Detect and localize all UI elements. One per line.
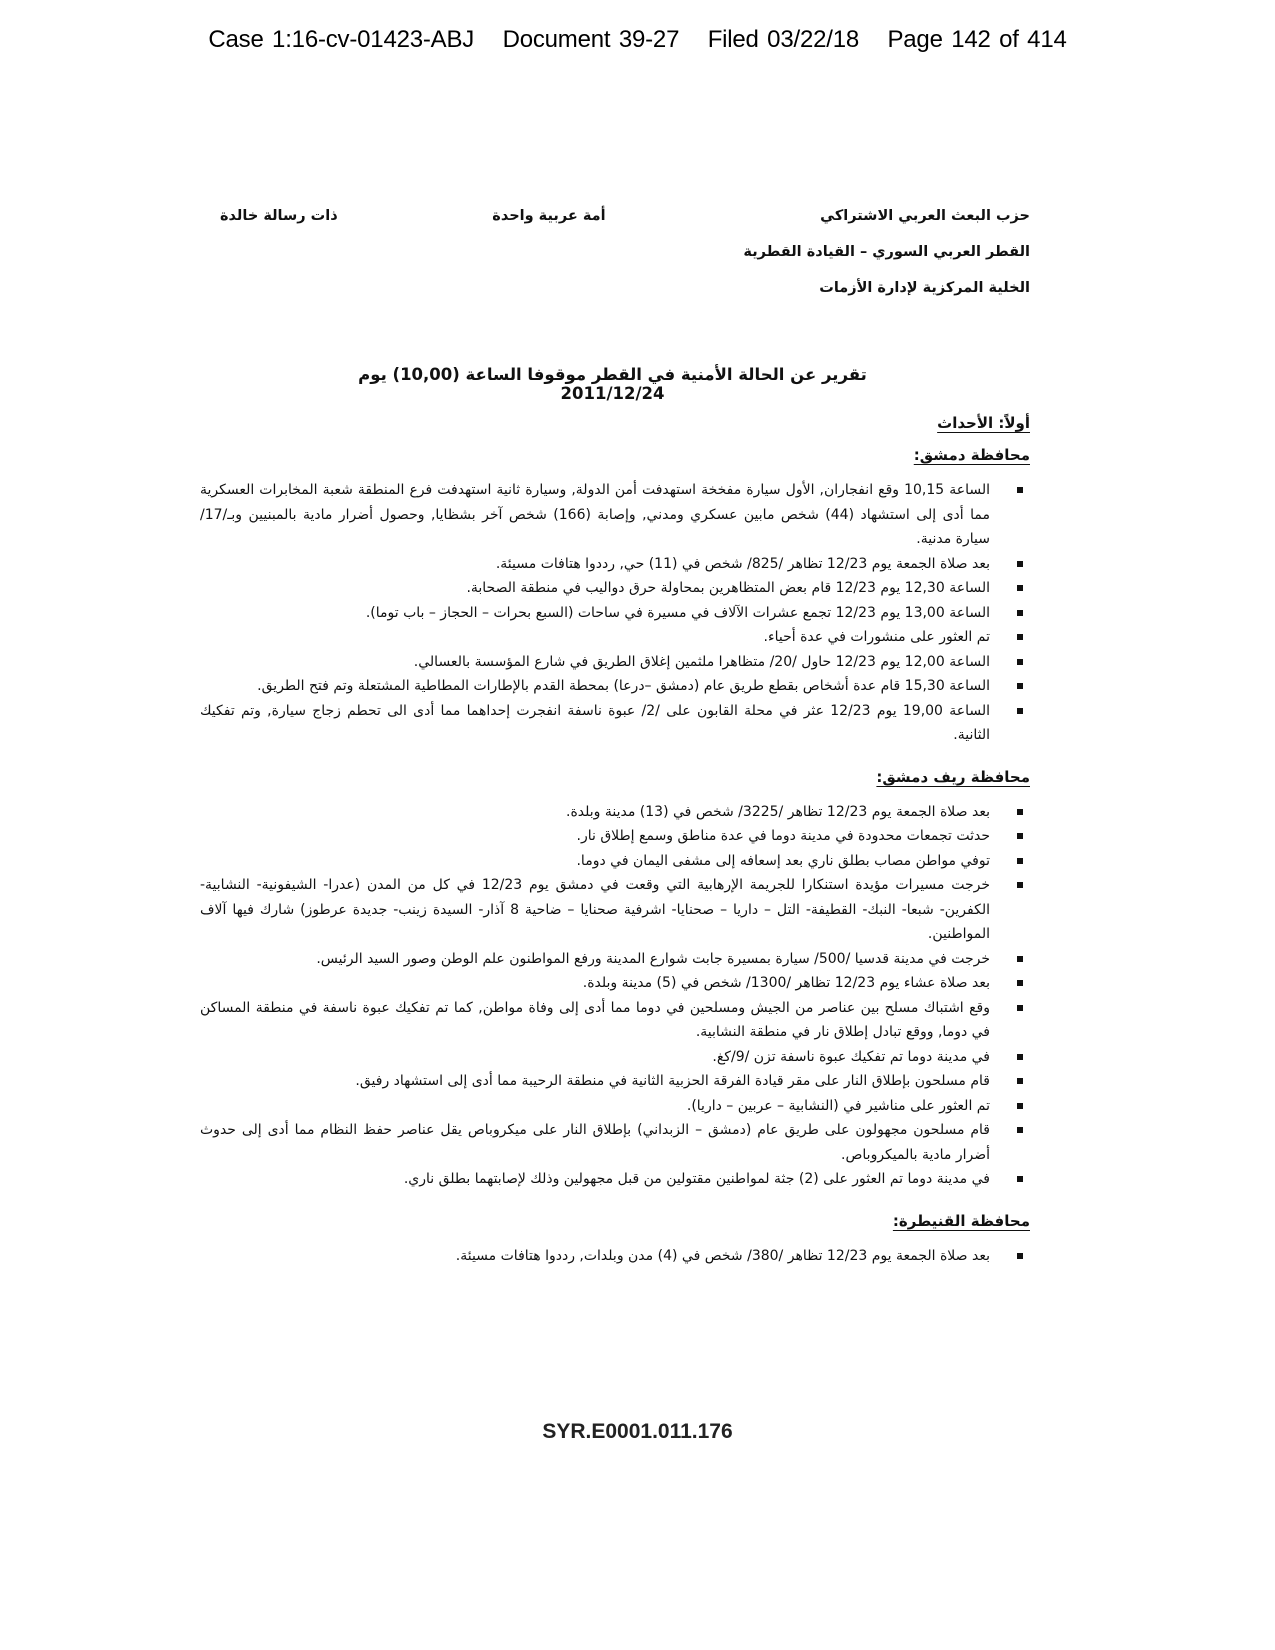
letterhead <box>200 208 1030 296</box>
section-heading: محافظة ريف دمشق: <box>876 767 1030 786</box>
event-item: الساعة 12,30 يوم 12/23 قام بعض المتظاهرين بمحاولة حرق دواليب في منطقة الصحابة. <box>200 576 990 601</box>
event-list <box>200 1244 1030 1269</box>
crisis-cell: الخلية المركزية لإدارة الأزمات <box>819 280 1030 296</box>
section-heading: محافظة القنيطرة: <box>892 1211 1030 1230</box>
event-item: بعد صلاة الجمعة يوم 12/23 تظاهر /3225/ شخص في (13) مدينة وبلدة. <box>200 800 990 825</box>
event-item: في مدينة دوما تم العثور على (2) جثة لمواطنين مقتولين من قبل مجهولين وذلك لإصابتهما بطلق ناري. <box>200 1167 990 1192</box>
report-body <box>200 414 1030 1288</box>
event-item: في مدينة دوما تم تفكيك عبوة ناسفة تزن /9/كغ. <box>200 1045 990 1070</box>
event-list <box>200 800 1030 1192</box>
event-item: بعد صلاة الجمعة يوم 12/23 تظاهر /380/ شخص في (4) مدن وبلدات, رددوا هتافات مسيئة. <box>200 1244 990 1269</box>
event-item: خرجت في مدينة قدسيا /500/ سيارة بمسيرة جابت شوارع المدينة ورفع المواطنون علم الوطن وصور السيد الرئيس. <box>200 947 990 972</box>
letterhead-top-row <box>200 208 1030 224</box>
bates-number: SYR.E0001.011.176 <box>542 1420 733 1443</box>
section-rif-damascus <box>200 768 1030 1192</box>
event-item: الساعة 10,15 وقع انفجاران, الأول سيارة مفخخة استهدفت أمن الدولة, وسيارة ثانية استهدفت فرع المنطقة شعبة المخابرات العسكرية مما أدى إلى استشهاد (44) شخص مابين عسكري ومدني, وإصابة (166) شخص آخر بشظايا, وحصول أضرار مادية بالمبنيين وبـ/17/ سيارة مدنية. <box>200 478 990 552</box>
section-damascus <box>200 446 1030 748</box>
section-quneitra <box>200 1212 1030 1269</box>
party-name: حزب البعث العربي الاشتراكي <box>820 208 1030 224</box>
events-heading: أولاً: الأحداث <box>937 414 1030 432</box>
event-item: قام مسلحون مجهولون على طريق عام (دمشق – الزبداني) بإطلاق النار على ميكروباص يقل عناصر حفظ النظام مما أدى إلى حدوث أضرار مادية بالميكروباص. <box>200 1118 990 1167</box>
slogan-1: أمة عربية واحدة <box>492 208 606 224</box>
case-header <box>0 26 1275 54</box>
event-list <box>200 478 1030 748</box>
event-item: بعد صلاة الجمعة يوم 12/23 تظاهر /825/ شخص في (11) حي, رددوا هتافات مسيئة. <box>200 552 990 577</box>
event-item: الساعة 13,00 يوم 12/23 تجمع عشرات الآلاف في مسيرة في ساحات (السبع بحرات – الحجاز – باب توما). <box>200 601 990 626</box>
filed-date: Filed 03/22/18 <box>707 26 859 53</box>
event-item: الساعة 19,00 يوم 12/23 عثر في محلة القابون على /2/ عبوة ناسفة انفجرت إحداهما مما أدى الى تحطم زجاج سيارة, وتم تفكيك الثانية. <box>200 699 990 748</box>
region-command: القطر العربي السوري – القيادة القطرية <box>743 244 1030 260</box>
event-item: قام مسلحون بإطلاق النار على مقر قيادة الفرقة الحزبية الثانية في منطقة الرحيبة مما أدى إلى استشهاد رفيق. <box>200 1069 990 1094</box>
document-number: Document 39-27 <box>502 26 680 53</box>
case-number: Case 1:16-cv-01423-ABJ <box>208 26 475 53</box>
event-item: حدثت تجمعات محدودة في مدينة دوما في عدة مناطق وسمع إطلاق نار. <box>200 824 990 849</box>
report-title: تقرير عن الحالة الأمنية في القطر موقوفا الساعة (10,00) يوم 2011/12/24 <box>358 365 867 403</box>
event-item: تم العثور على مناشير في (النشابية – عربين – داريا). <box>200 1094 990 1119</box>
page-number: Page 142 of 414 <box>887 26 1067 53</box>
event-item: خرجت مسيرات مؤيدة استنكارا للجريمة الإرهابية التي وقعت في دمشق يوم 12/23 في كل من المدن (عدرا- الشيفونية- النشابية- الكفرين- شبعا- النبك- القطيفة- التل – داريا – صحنايا- اشرفية صحنايا – ضاحية 8 آذار- السيدة زينب- جديدة عرطوز) شارك فيها آلاف المواطنين. <box>200 873 990 947</box>
event-item: توفي مواطن مصاب بطلق ناري بعد إسعافه إلى مشفى اليمان في دوما. <box>200 849 990 874</box>
event-item: تم العثور على منشورات في عدة أحياء. <box>200 625 990 650</box>
section-heading: محافظة دمشق: <box>913 446 1030 464</box>
event-item: الساعة 15,30 قام عدة أشخاص بقطع طريق عام (دمشق –درعا) بمحطة القدم بالإطارات المطاطية المشتعلة وتم فتح الطريق. <box>200 674 990 699</box>
event-item: بعد صلاة عشاء يوم 12/23 تظاهر /1300/ شخص في (5) مدينة وبلدة. <box>200 971 990 996</box>
slogan-2: ذات رسالة خالدة <box>220 208 338 224</box>
event-item: الساعة 12,00 يوم 12/23 حاول /20/ متظاهرا ملثمين إغلاق الطريق في شارع المؤسسة بالعسالي. <box>200 650 990 675</box>
event-item: وقع اشتباك مسلح بين عناصر من الجيش ومسلحين في دوما مما أدى إلى وفاة مواطن, كما تم تفكيك عبوة ناسفة في منطقة المساكن في دوما, ووقع تبادل إطلاق نار في منطقة النشابية. <box>200 996 990 1045</box>
